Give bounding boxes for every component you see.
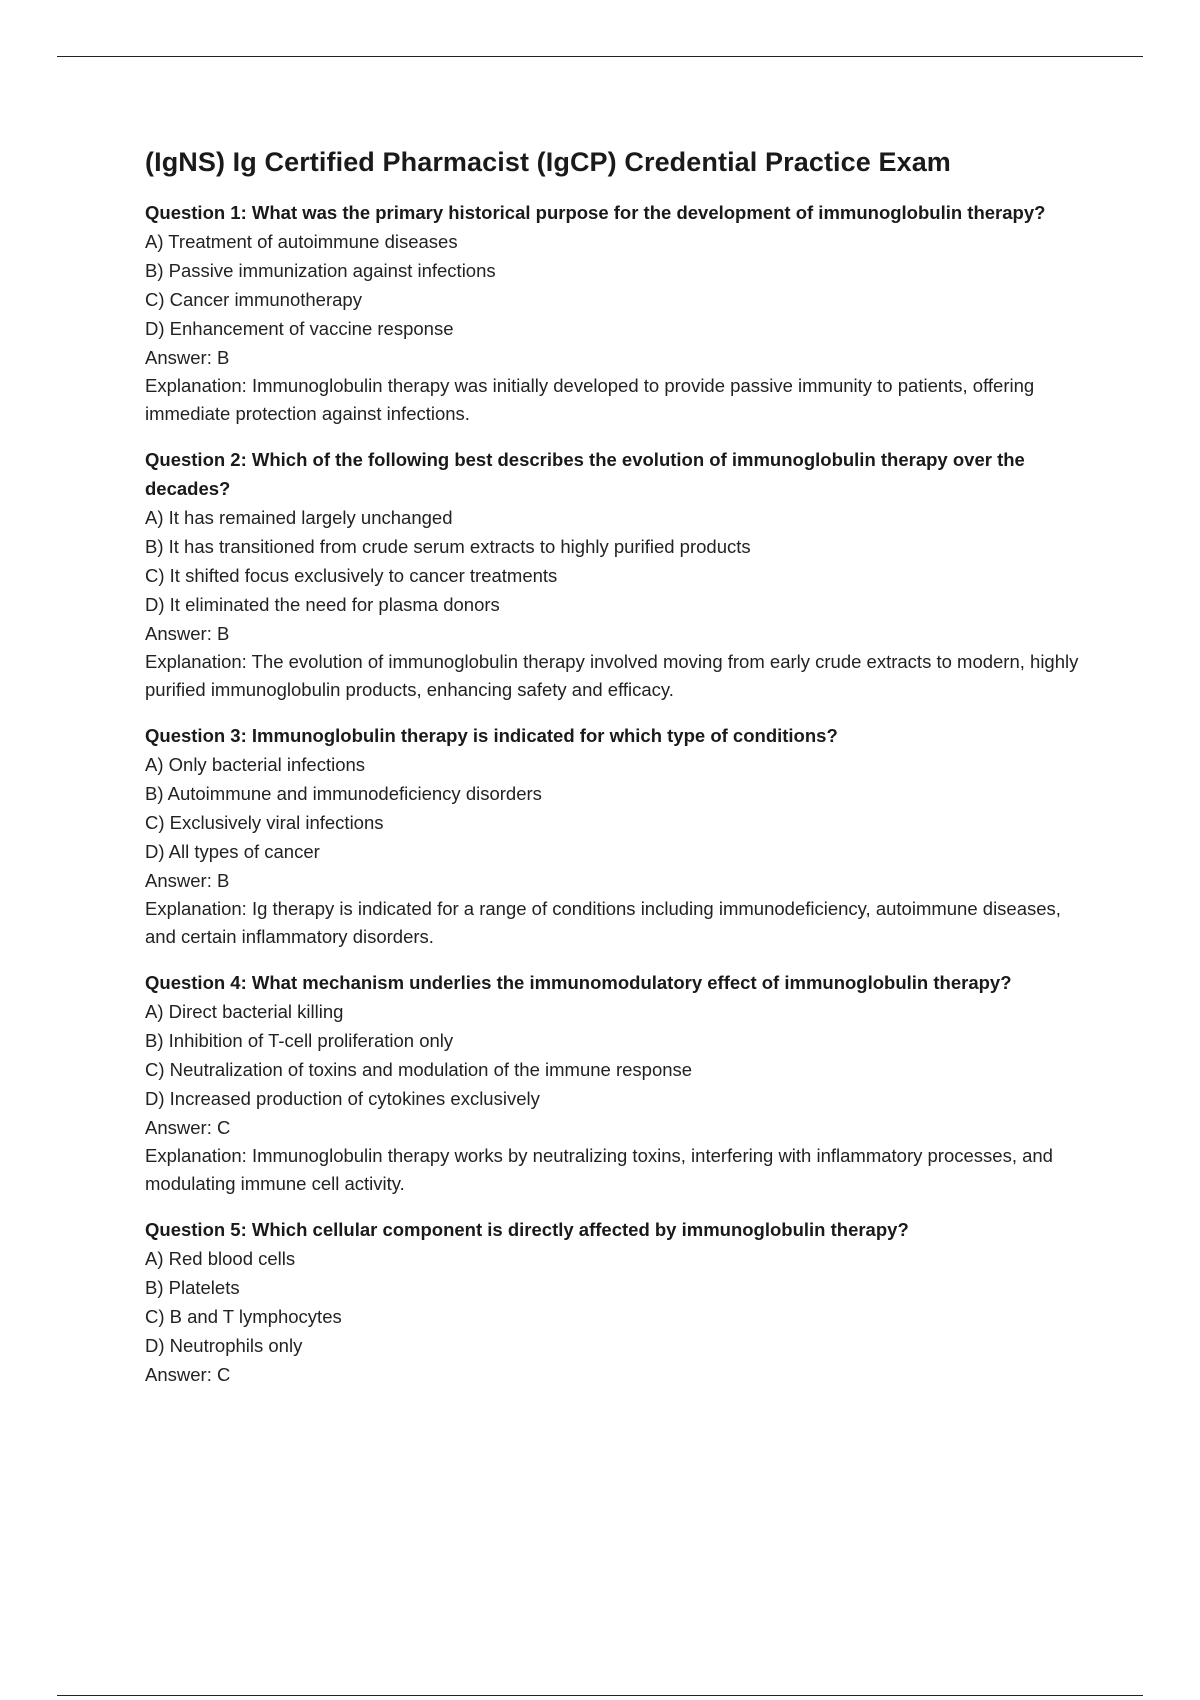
answer: Answer: C [145, 1117, 231, 1139]
question-block-4 [145, 968, 1090, 1198]
question-text: Question 3: Immunoglobulin therapy is indicated for which type of conditions? [145, 725, 838, 747]
option-a: A) Only bacterial infections [145, 754, 366, 776]
option-d: D) All types of cancer [145, 841, 320, 863]
header-rule [57, 56, 1143, 57]
option-c: C) B and T lymphocytes [145, 1306, 342, 1328]
document-title: (IgNS) Ig Certified Pharmacist (IgCP) Credential Practice Exam [145, 147, 951, 177]
option-a: A) Treatment of autoimmune diseases [145, 231, 458, 253]
explanation: Explanation: Immunoglobulin therapy works by neutralizing toxins, interfering with inflammatory processes, and modulating immune cell activity. [145, 1145, 1053, 1195]
explanation: Explanation: Immunoglobulin therapy was initially developed to provide passive immunity to patients, offering immediate protection against infections. [145, 375, 1035, 425]
question-text: Question 2: Which of the following best describes the evolution of immunoglobulin therapy over the decades? [145, 449, 1025, 500]
option-d: D) Increased production of cytokines exclusively [145, 1088, 540, 1110]
question-block-2 [145, 445, 1090, 704]
option-a: A) Direct bacterial killing [145, 1001, 344, 1023]
document-body [145, 146, 1090, 1406]
footer-rule [57, 1695, 1143, 1696]
option-d: D) Neutrophils only [145, 1335, 303, 1357]
question-block-1 [145, 198, 1090, 428]
explanation: Explanation: Ig therapy is indicated for a range of conditions including immunodeficiency, autoimmune diseases, and certain inflammatory disorders. [145, 898, 1061, 948]
option-c: C) Cancer immunotherapy [145, 289, 362, 311]
option-b: B) It has transitioned from crude serum extracts to highly purified products [145, 536, 751, 558]
option-a: A) Red blood cells [145, 1248, 296, 1270]
option-c: C) It shifted focus exclusively to cancer treatments [145, 565, 558, 587]
question-text: Question 1: What was the primary historical purpose for the development of immunoglobulin therapy? [145, 202, 1046, 224]
answer: Answer: B [145, 347, 230, 369]
question-text: Question 4: What mechanism underlies the immunomodulatory effect of immunoglobulin therapy? [145, 972, 1012, 994]
explanation: Explanation: The evolution of immunoglobulin therapy involved moving from early crude extracts to modern, highly purified immunoglobulin products, enhancing safety and efficacy. [145, 651, 1079, 701]
option-c: C) Exclusively viral infections [145, 812, 384, 834]
question-block-3 [145, 721, 1090, 951]
question-block-5 [145, 1215, 1090, 1389]
answer: Answer: B [145, 623, 230, 645]
option-b: B) Inhibition of T-cell proliferation only [145, 1030, 454, 1052]
option-c: C) Neutralization of toxins and modulation of the immune response [145, 1059, 693, 1081]
question-text: Question 5: Which cellular component is directly affected by immunoglobulin therapy? [145, 1219, 909, 1241]
option-b: B) Platelets [145, 1277, 240, 1299]
option-d: D) Enhancement of vaccine response [145, 318, 454, 340]
answer: Answer: B [145, 870, 230, 892]
option-b: B) Autoimmune and immunodeficiency disorders [145, 783, 542, 805]
option-a: A) It has remained largely unchanged [145, 507, 453, 529]
option-d: D) It eliminated the need for plasma donors [145, 594, 500, 616]
option-b: B) Passive immunization against infections [145, 260, 496, 282]
answer: Answer: C [145, 1364, 231, 1386]
